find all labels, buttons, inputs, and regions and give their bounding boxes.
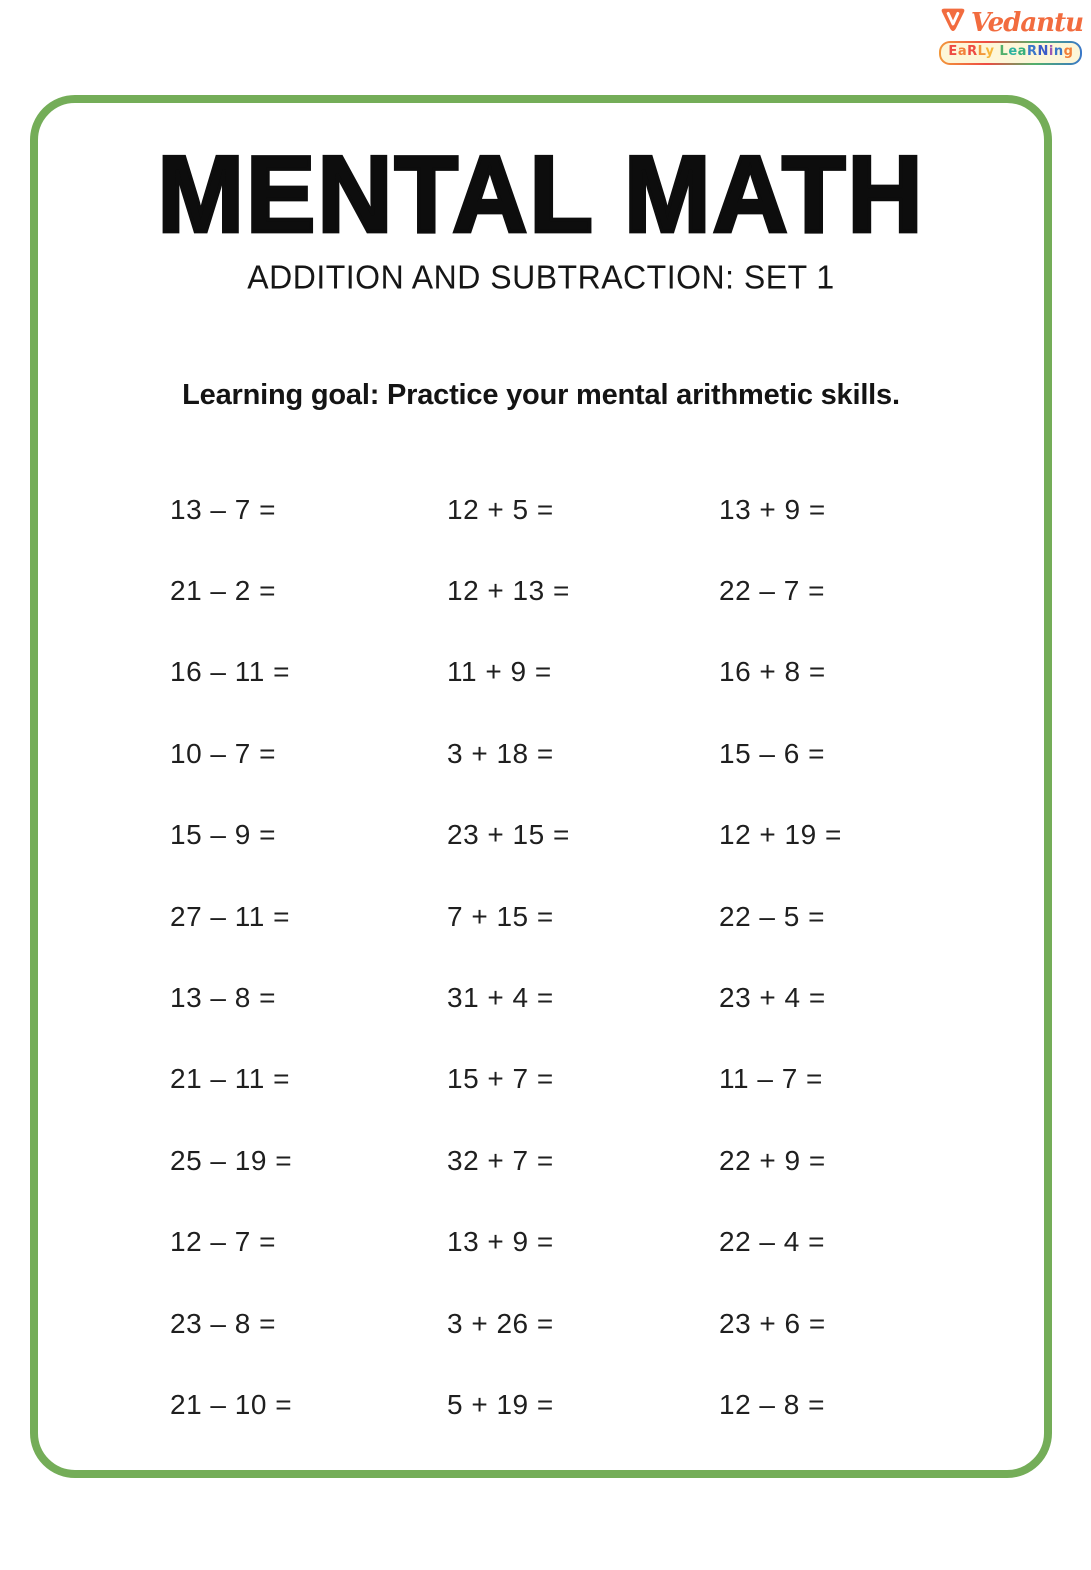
problem-item: 23 + 4 = <box>719 982 826 1014</box>
problem-item: 27 – 11 = <box>170 900 290 932</box>
problem-item: 22 – 5 = <box>719 900 825 932</box>
problem-item: 21 – 11 = <box>170 1063 290 1095</box>
badge-letter: g <box>1063 44 1074 59</box>
badge-letter: R <box>1026 44 1038 59</box>
problem-item: 7 + 15 = <box>447 900 554 932</box>
problem-item: 15 – 6 = <box>719 737 825 769</box>
problem-item: 3 + 26 = <box>447 1307 554 1339</box>
badge-letter: L <box>977 44 986 59</box>
early-learning-badge <box>939 41 1082 65</box>
problem-item: 31 + 4 = <box>447 982 554 1014</box>
problem-item: 12 + 19 = <box>719 819 842 851</box>
problem-item: 5 + 19 = <box>447 1388 554 1420</box>
worksheet-frame <box>30 95 1052 1478</box>
problem-item: 13 – 8 = <box>170 982 276 1014</box>
learning-goal: Learning goal: Practice your mental arithmetic skills. <box>182 379 900 411</box>
badge-letter: R <box>967 44 978 59</box>
problem-item: 15 – 9 = <box>170 819 276 851</box>
problem-item: 12 – 8 = <box>719 1388 825 1420</box>
problem-item: 25 – 19 = <box>170 1144 293 1176</box>
problem-item: 11 + 9 = <box>447 656 552 688</box>
vedantu-logo-row <box>939 6 1083 39</box>
vedantu-logo <box>939 6 1083 65</box>
badge-letter: N <box>1037 44 1049 59</box>
problems-grid <box>170 469 1024 1446</box>
problem-item: 13 – 7 = <box>170 493 276 525</box>
badge-letter: n <box>1053 44 1064 59</box>
problem-item: 21 – 2 = <box>170 575 276 607</box>
problem-item: 22 – 4 = <box>719 1226 825 1258</box>
problem-item: 15 + 7 = <box>447 1063 554 1095</box>
problem-item: 3 + 18 = <box>447 737 554 769</box>
badge-letter: e <box>1008 44 1018 59</box>
problem-item: 21 – 10 = <box>170 1388 293 1420</box>
problem-item: 13 + 9 = <box>719 493 826 525</box>
early-learning-badge-text <box>941 43 1080 63</box>
problem-item: 23 – 8 = <box>170 1307 276 1339</box>
problem-item: 22 – 7 = <box>719 575 825 607</box>
badge-letter: L <box>999 44 1009 59</box>
problem-item: 16 – 11 = <box>170 656 290 688</box>
badge-letter: a <box>1017 44 1027 59</box>
problem-item: 12 + 13 = <box>447 575 570 607</box>
problem-item: 12 + 5 = <box>447 493 554 525</box>
problem-item: 11 – 7 = <box>719 1063 823 1095</box>
problem-item: 16 + 8 = <box>719 656 826 688</box>
badge-letter: y <box>985 44 995 59</box>
badge-letter: i <box>1048 44 1054 59</box>
problem-item: 13 + 9 = <box>447 1226 554 1258</box>
problem-item: 10 – 7 = <box>170 737 276 769</box>
vedantu-v-icon <box>939 6 967 39</box>
problem-item: 23 + 6 = <box>719 1307 826 1339</box>
worksheet-subtitle: ADDITION AND SUBTRACTION: SET 1 <box>247 258 835 296</box>
badge-letter: a <box>957 44 968 59</box>
worksheet-title: MENTAL MATH <box>157 134 925 256</box>
vedantu-wordmark: Vedantu <box>970 7 1083 38</box>
problem-item: 12 – 7 = <box>170 1226 276 1258</box>
badge-letter: E <box>948 44 958 59</box>
problem-item: 23 + 15 = <box>447 819 570 851</box>
problem-item: 32 + 7 = <box>447 1144 554 1176</box>
problem-item: 22 + 9 = <box>719 1144 826 1176</box>
